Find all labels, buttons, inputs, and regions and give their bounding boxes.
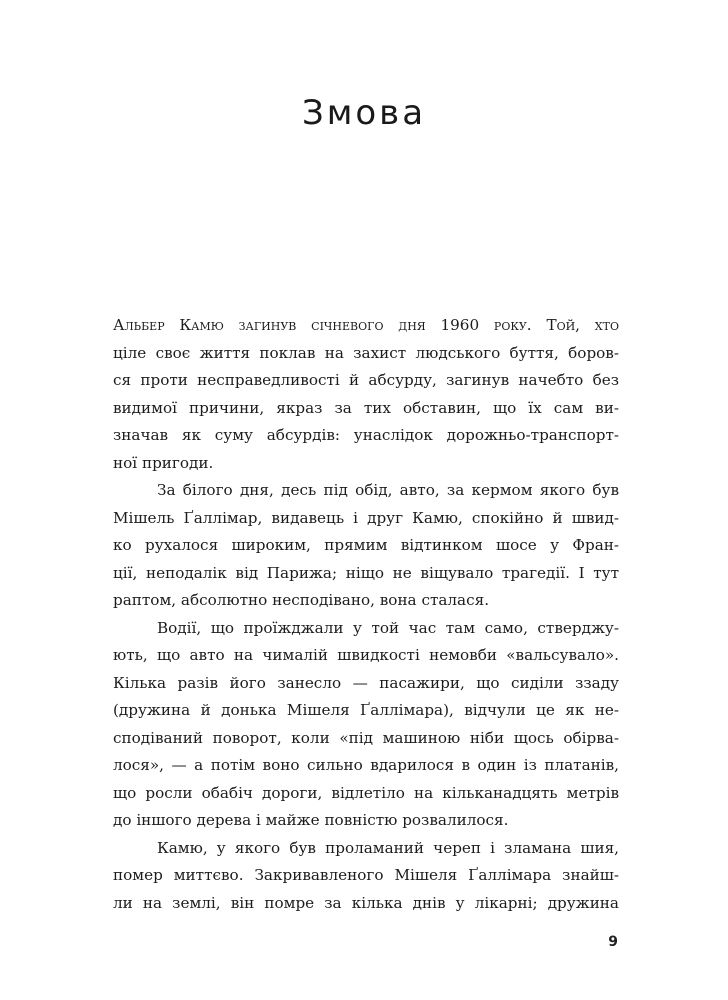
chapter-title: Змова [301,92,427,133]
text-line: раптом, абсолютно несподівано, вона сталася. [113,591,490,609]
text-line: Камю, у якого був проламаний череп і зламана шия, [157,838,619,857]
text-line: помер миттєво. Закривавленого Мішеля Ґаллімара знайш- [113,866,619,884]
text-line: до іншого дерева і майже повністю розвалилося. [113,811,509,829]
text-line: Кілька разів його занесло — пасажири, що сиділи ззаду [113,673,619,692]
text-line: лося», — а потім воно сильно вдарилося в один із платанів, [113,756,619,774]
chapter-body [113,312,619,917]
text-line: (дружина й донька Мішеля Ґаллімара), відчули це як не- [113,701,619,719]
text-line: ся проти несправедливості й абсурду, загинув начебто без [113,371,619,389]
page-number: 9 [608,934,618,950]
text-line: що росли обабіч дороги, відлетіло на кільканадцять метрів [113,783,619,802]
paragraph [113,312,619,477]
text-line: Альбер Камю загинув січневого дня 1960 року. Той, хто [113,316,619,334]
paragraph [113,835,619,918]
text-line: Водії, що проїжджали у той час там само, стверджу- [157,618,619,637]
text-line: ють, що авто на чималій швидкості немовби «вальсувало». [113,646,619,664]
text-line: ції, неподалік від Парижа; ніщо не віщувало трагедії. І тут [113,563,619,582]
text-line: За білого дня, десь під обід, авто, за кермом якого був [157,481,619,499]
text-line: ли на землі, він помре за кілька днів у лікарні; дружина [113,893,619,912]
paragraph [113,477,619,615]
text-line: сподіваний поворот, коли «під машиною ніби щось обірва- [113,728,619,747]
paragraph [113,615,619,835]
text-line: ної пригоди. [113,453,214,472]
text-line: значав як суму абсурдів: унаслідок дорожньо-транспорт- [113,426,619,444]
text-line: ко рухалося широким, прямим відтинком шосе у Фран- [113,536,619,554]
text-line: Мішель Ґаллімар, видавець і друг Камю, спокійно й швид- [113,508,619,527]
text-line: ціле своє життя поклав на захист людського буття, боров- [113,343,619,362]
text-line: видимої причини, якраз за тих обставин, що їх сам ви- [113,398,619,417]
